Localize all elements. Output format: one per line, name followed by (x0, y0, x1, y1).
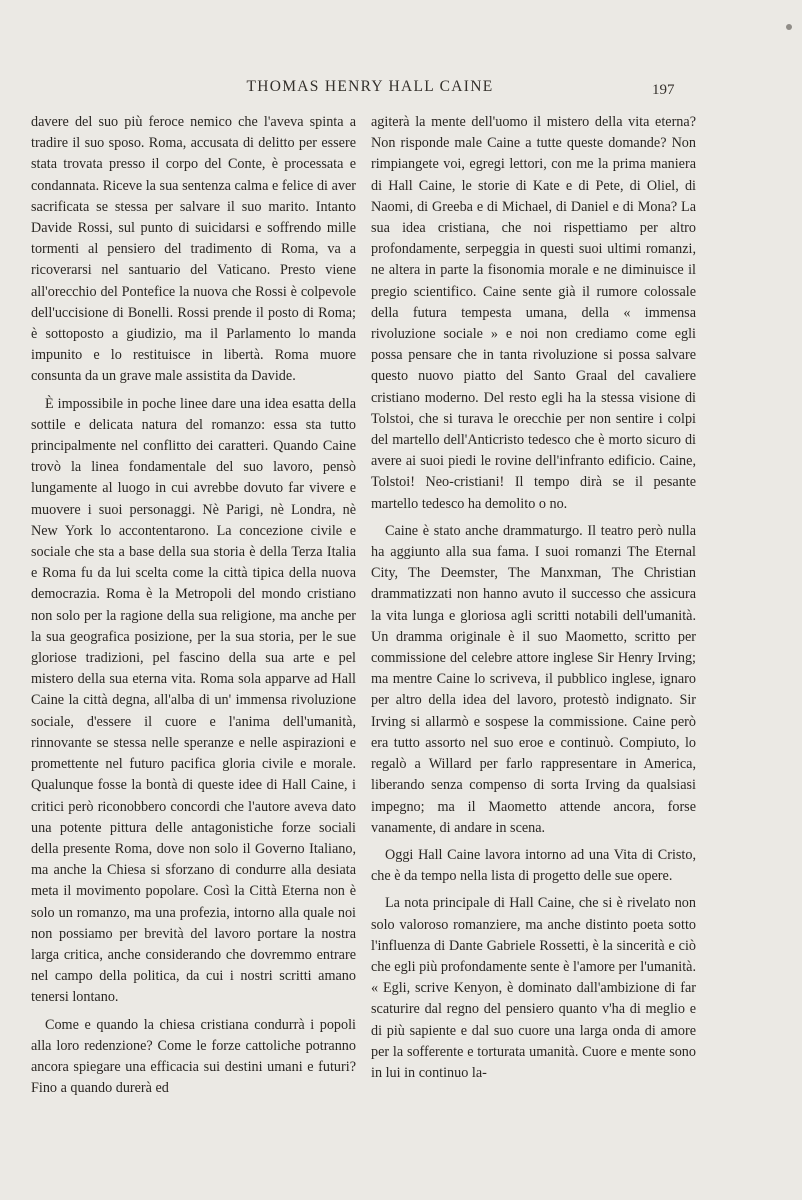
paragraph: Oggi Hall Caine lavora intorno ad una Vita di Cristo, che è da tempo nella lista di progetto delle sue opere. (371, 846, 696, 885)
paragraph: davere del suo più feroce nemico che l'aveva spinta a tradire il suo sposo. Roma, accusata di delitto per essere stata trovata presso il corpo del Conte, è processata e condannata. Riceve la sua sentenza calma e felice di aver sacrificata se stessa per salvare il suo marito. Intanto Davide Rossi, sul punto di suicidarsi e soffrendo mille tormenti al pensiero del tradimento di Roma, va a ricoverarsi nel santuario del Vaticano. Presto viene all'orecchio del Pontefice la nuova che Rossi è colpevole dell'uccisione di Bonelli. Rossi prende il posto di Roma; è sottoposto a giudizio, ma il Parlamento lo manda impunito e lo restituisce in libertà. Roma muore consunta da un grave male assistita da Davide. (31, 114, 356, 385)
paragraph: Caine è stato anche drammaturgo. Il teatro però nulla ha aggiunto alla sua fama. I suoi romanzi The Eternal City, The Deemster, The Manxman, The Christian drammatizzati non hanno avuto il successo che assicura la vita lunga e gloriosa agli scritti notabili dell'umanità. Un dramma originale è il suo Maometto, scritto per commissione del celebre attore inglese Sir Henry Irving; ma mentre Caine lo scriveva, il pubblico inglese, ignaro per altro della idea del lavoro, protestò indignato. Sir Irving si allarmò e sospese la commissione. Caine però era tutto assorto nel suo eroe e continuò. Compiuto, lo regalò a Willard per farlo rappresentare in America, liberando senza compenso di sorta Irving da qualsiasi impegno; ma il Maometto attende ancora, forse vanamente, di andare in scena. (371, 522, 696, 836)
page-number: 197 (652, 82, 675, 98)
right-column (371, 112, 696, 1090)
paragraph: agiterà la mente dell'uomo il mistero della vita eterna? Non risponde male Caine a tutte queste domande? Non rimpiangete voi, egregi lettori, con me la prima maniera di Hall Caine, le storie di Kate e di Pete, di Oliel, di Naomi, di Greeba e di Michael, di Daniel e di Mona? La sua idea cristiana, che noi rispettiamo per altro profondamente, serpeggia in questi suoi ultimi romanzi, ne altera in parte la fisonomia morale e ne diminuisce il pregio scientifico. Caine sente già il rumore colossale della futura tempesta umana, della « immensa rivoluzione sociale » e noi non crediamo come egli possa pensare che in tanta rivoluzione si possa salvare questo nuovo piatto del Santo Graal del cavaliere cristiano moderno. Del resto egli ha la stessa visione di Tolstoi, che si turava le orecchie per non sentire i colpi del martello dell'Anticristo tedesco che è morto sicuro di avere ai suoi piedi le rovine dell'infranto edificio. Caine, Tolstoi! Neo-cristiani! Il tempo dirà se il pesante martello tedesco ha demolito o no. (371, 114, 696, 512)
left-column (31, 112, 356, 1105)
page-speck (786, 24, 792, 30)
paragraph: È impossibile in poche linee dare una idea esatta della sottile e delicata natura del romanzo: essa sta tutto principalmente nel conflitto dei caratteri. Quando Caine trovò la linea fondamentale del suo lavoro, pensò lungamente al luogo in cui avrebbe dovuto far vivere e muovere i suoi personaggi. Nè Parigi, nè Londra, nè New York lo accontentarono. La concezione civile e sociale che sta a base della sua storia è della Terza Italia e Roma fu da lui scelta come la città tipica della nuova democrazia. Roma è la Metropoli del mondo cristiano non solo per la ragione della sua religione, ma anche per la sua geografica posizione, per la sua storia, per le sue gloriose tradizioni, pel fascino della sua arte e pel mistero della sua eterna vita. Roma sola apparve ad Hall Caine la città degna, all'alba di un' immensa rivoluzione sociale, d'essere il cuore e l'anima dell'umanità, rinnovante se stessa nelle speranze e nelle aspirazioni e promettente nel futuro pacifica gloria civile e morale. Qualunque fosse la bontà di queste idee di Hall Caine, i critici però riconobbero concordi che l'autore aveva dato una potente pittura delle antagonistiche forze sociali della presente Roma, dove non solo il Governo Italiano, ma anche la Chiesa si sforzano di condurre alla desiata meta il movimento popolare. Così la Città Eterna non è solo un romanzo, ma una profezia, intorno alla quale noi non possiamo per brevità del lavoro portare la nostra larga critica, anche considerando che dovremmo entrare nel campo della politica, da cui i nostri scritti amano tenersi lontano. (31, 395, 356, 1006)
paragraph: La nota principale di Hall Caine, che si è rivelato non solo valoroso romanziere, ma anche distinto poeta sotto l'influenza di Dante Gabriele Rossetti, è la sincerità e ciò che egli più profondamente sente è l'amore per l'umanità. « Egli, scrive Kenyon, è dominato dall'ambizione di far scaturire dal regno del pensiero quanto v'ha di meglio e di più sapiente e dal suo cuore una larga onda di amore per la sofferente e torturata umanità. Cuore e mente sono in lui in continuo la- (371, 895, 696, 1081)
paragraph: Come e quando la chiesa cristiana condurrà i popoli alla loro redenzione? Come le forze cattoliche potranno ancora spiegare una efficacia sui destini umani e futuri? Fino a quando durerà ed (31, 1016, 356, 1097)
running-header: THOMAS HENRY HALL CAINE (246, 78, 494, 95)
